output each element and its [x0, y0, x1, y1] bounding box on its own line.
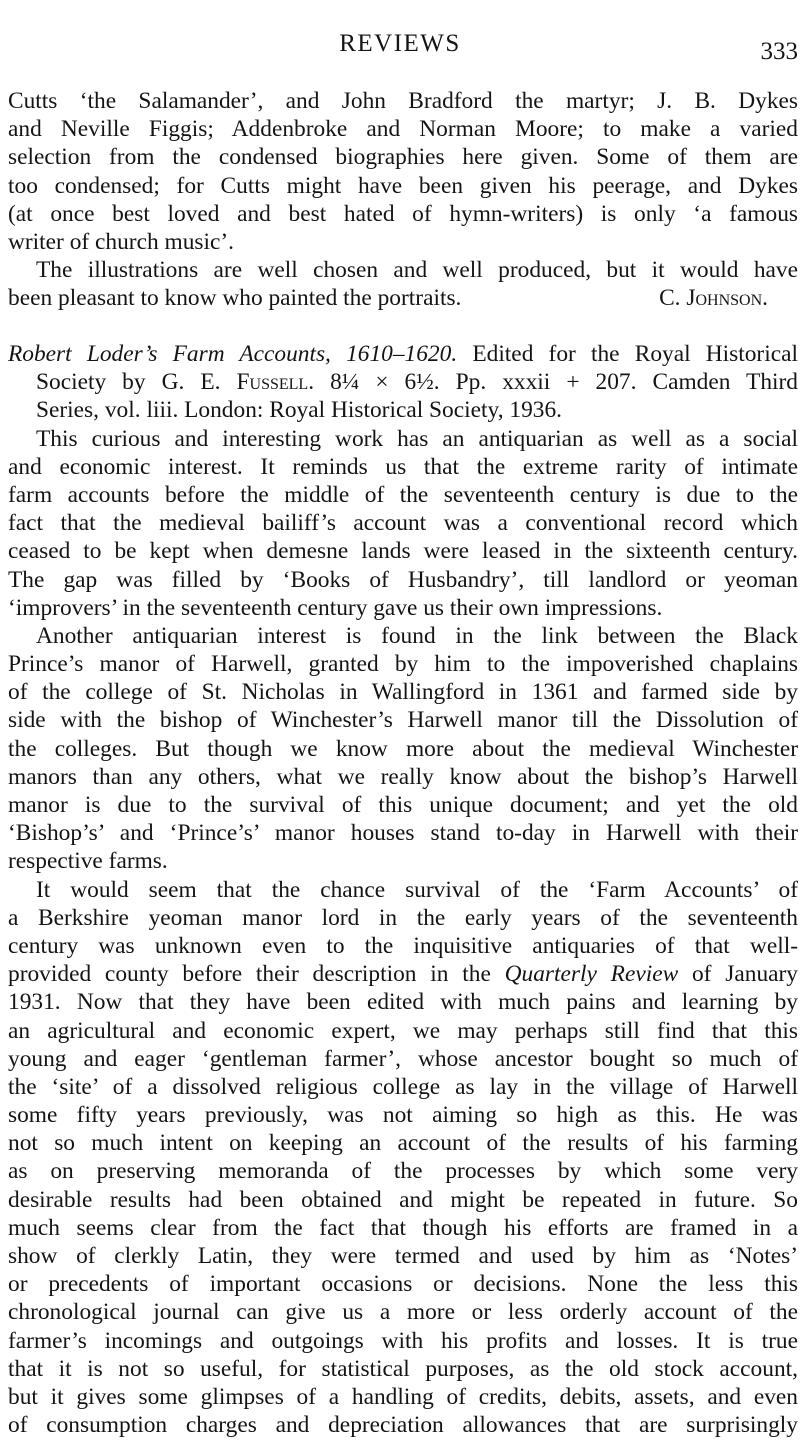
text-line: 1931. Now that they have been edited with much pains and learning by [8, 989, 798, 1016]
text-line: The gap was filled by ‘Books of Husbandry’, till landlord or yeoman [8, 566, 798, 593]
text-line: ‘improvers’ in the seventeenth century gave us their own impressions. [8, 594, 663, 621]
text-line: manors than any others, what we really know about the bishop’s Harwell [8, 763, 798, 790]
citation-line [8, 340, 798, 368]
citation-line [8, 368, 798, 396]
text-line: young and eager ‘gentleman farmer’, whose ancestor bought so much of [8, 1045, 798, 1072]
text-line: century was unknown even to the inquisitive antiquaries of that well- [8, 932, 798, 959]
text-line: writer of church music’. [8, 228, 235, 255]
text-line: but it gives some glimpses of a handling of credits, debits, assets, and even [8, 1383, 798, 1410]
text-line: show of clerkly Latin, they were termed and used by him as ‘Notes’ [8, 1243, 798, 1269]
text-line: side with the bishop of Winchester’s Harwell manor till the Dissolution of [8, 707, 798, 734]
review-block [8, 340, 798, 1439]
text-line: the colleges. But though we know more about the medieval Winchester [8, 735, 798, 762]
text-line: or precedents of important occasions or decisions. None the less this [8, 1271, 798, 1298]
text-line: The illustrations are well chosen and well produced, but it would have [36, 257, 798, 284]
citation-text: Edited for the Royal Historical [457, 341, 798, 367]
signature-line [8, 284, 798, 312]
text-line: not so much intent on keeping an account of the results of his farming [8, 1130, 798, 1157]
running-title: REVIEWS [339, 30, 461, 57]
text-line: Cutts ‘the Salamander’, and John Bradford the martyr; J. B. Dykes [8, 88, 798, 114]
text-line: an agricultural and economic expert, we may perhaps still find that this [8, 1017, 798, 1044]
journal-title: Quarterly Review [504, 961, 679, 988]
running-head [0, 28, 800, 64]
text-line: much seems clear from the fact that though his efforts are framed in a [8, 1214, 798, 1241]
text-line: that it is not so useful, for statistical purposes, as the old stock account, [8, 1355, 798, 1382]
text-line: chronological journal can give us a more or less orderly account of the [8, 1299, 798, 1326]
text-line: farmer’s incomings and outgoings with his profits and losses. It is true [8, 1327, 798, 1354]
book-title: Robert Loder’s Farm Accounts, 1610–1620. [8, 341, 458, 367]
paragraph [8, 876, 798, 1440]
editor-name: Fussell. [236, 369, 315, 396]
paragraph [8, 622, 798, 876]
paragraph [8, 425, 798, 622]
previous-review-text [8, 87, 798, 313]
text-line: farm accounts before the middle of the seventeenth century is due to the [8, 481, 798, 508]
text-line: been pleasant to know who painted the portraits. [8, 285, 462, 312]
page-number: 333 [760, 38, 798, 65]
text-line: ceased to be kept when demesne lands were leased in the sixteenth century. [8, 538, 798, 565]
text-line: Prince’s manor of Harwell, granted by him to the impoverished chaplains [8, 651, 798, 678]
text-line: This curious and interesting work has an antiquarian as well as a social [36, 425, 798, 452]
text-line: as on preserving memoranda of the processes by which some very [8, 1158, 798, 1185]
reviewer-signature: C. Johnson. [659, 285, 768, 312]
text-line: some fifty years previously, was not aiming so high as this. He was [8, 1102, 798, 1129]
citation-line: Series, vol. liii. London: Royal Historical Society, 1936. [36, 397, 563, 424]
text-line: desirable results had been obtained and might be repeated in future. So [8, 1186, 798, 1213]
review-citation [8, 340, 798, 425]
text-segment: of January [678, 961, 799, 988]
text-line: respective farms. [8, 848, 168, 875]
citation-text: 8¼ × 6½. Pp. xxxii + 207. Camden Third [314, 369, 798, 396]
text-line: and economic interest. It reminds us that the extreme rarity of intimate [8, 453, 798, 480]
text-line: Another antiquarian interest is found in the link between the Black [36, 622, 798, 649]
text-line: of consumption charges and depreciation allowances that are surprisingly [8, 1412, 798, 1439]
text-line: fact that the medieval bailiff’s account was a conventional record which [8, 510, 798, 537]
text-line: the ‘site’ of a dissolved religious college as lay in the village of Harwell [8, 1073, 798, 1100]
text-segment: provided county before their description in the [8, 961, 505, 988]
text-line: It would seem that the chance survival of the ‘Farm Accounts’ of [36, 876, 798, 903]
text-line: (at once best loved and best hated of hymn-writers) is only ‘a famous [8, 200, 798, 227]
text-line: and Neville Figgis; Addenbroke and Norman Moore; to make a varied [8, 116, 798, 143]
text-line: manor is due to the survival of this unique document; and yet the old [8, 792, 798, 818]
text-line: too condensed; for Cutts might have been given his peerage, and Dykes [8, 172, 798, 199]
text-line: ‘Bishop’s’ and ‘Prince’s’ manor houses stand to-day in Harwell with their [8, 820, 798, 847]
citation-text: Society by G. E. [36, 369, 237, 396]
text-line [8, 960, 798, 988]
text-line: of the college of St. Nicholas in Wallingford in 1361 and farmed side by [8, 679, 798, 706]
text-line: a Berkshire yeoman manor lord in the early years of the seventeenth [8, 904, 798, 931]
text-line: selection from the condensed biographies here given. Some of them are [8, 144, 798, 171]
